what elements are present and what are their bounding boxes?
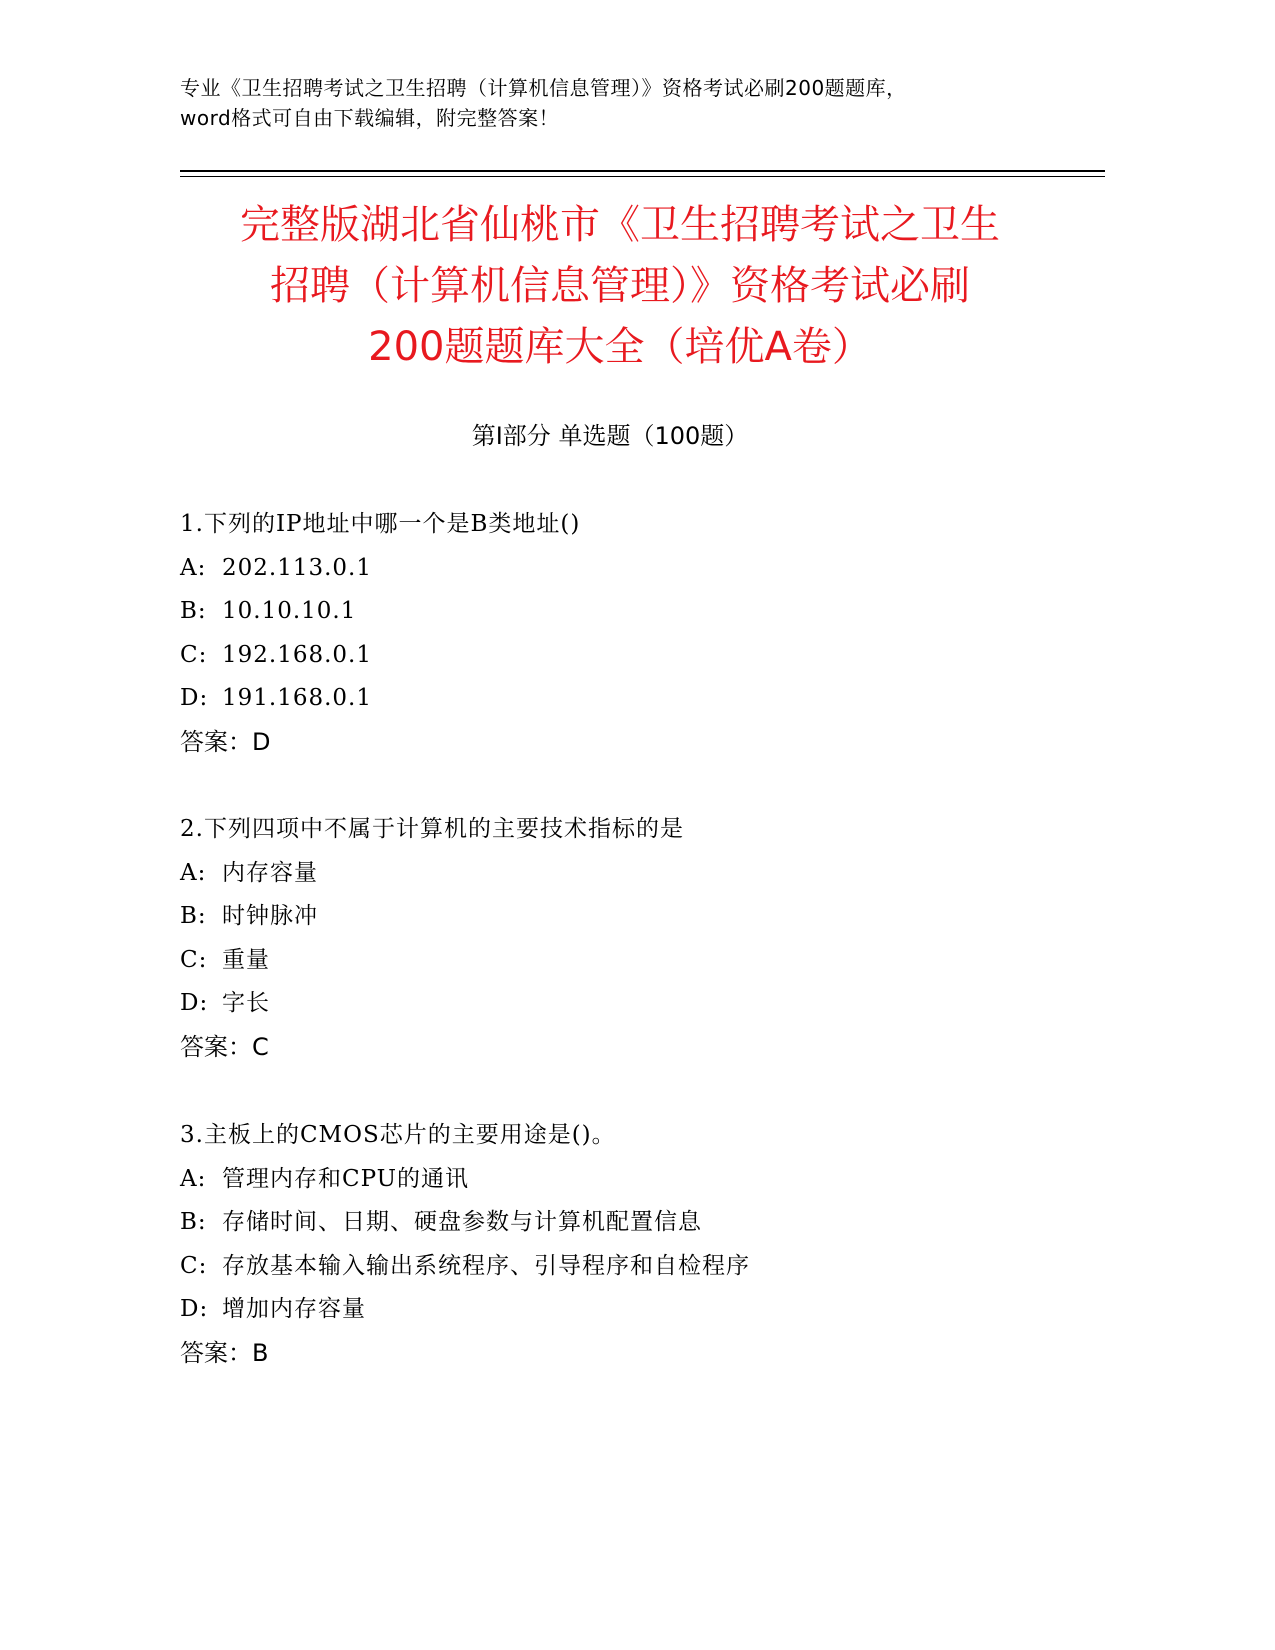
option-text: 字长 [222,990,270,1016]
option-letter: B: [180,598,207,624]
option-text: 192.168.0.1 [222,641,372,668]
question-block [180,503,1130,764]
option-text: 202.113.0.1 [222,554,372,581]
option-text: 管理内存和CPU的通讯 [222,1165,470,1192]
header-description-line-1: 专业《卫生招聘考试之卫生招聘（计算机信息管理）》资格考试必刷200题题库， [180,76,907,100]
answer-line: 答案：C [180,1032,269,1061]
option-letter: C: [180,946,208,973]
option-d [180,1288,1130,1332]
option-letter: A: [180,554,207,581]
option-c [180,634,1130,678]
header-divider-thin [180,176,1105,177]
option-text: 存放基本输入输出系统程序、引导程序和自检程序 [222,1252,750,1279]
option-b [180,590,1130,634]
header-divider-thick [180,170,1105,172]
option-letter: D: [180,990,209,1016]
question-block [180,1114,1130,1375]
answer-line: 答案：D [180,727,271,756]
option-text: 10.10.10.1 [222,598,357,624]
option-b [180,1201,1130,1245]
option-letter: B: [180,1209,207,1235]
question-stem: 1.下列的IP地址中哪一个是B类地址() [180,511,581,537]
question-stem: 2.下列四项中不属于计算机的主要技术指标的是 [180,816,684,842]
option-c [180,1245,1130,1289]
header-description-line-2: word格式可自由下载编辑，附完整答案！ [180,106,560,130]
question-stem: 3.主板上的CMOS芯片的主要用途是()。 [180,1122,616,1148]
document-title-line-1: 完整版湖北省仙桃市《卫生招聘考试之卫生 [240,202,1000,248]
option-letter: B: [180,903,207,929]
document-title [120,195,1120,378]
section-heading: 第I部分 单选题（100题） [471,422,749,450]
document-title-line-2: 招聘（计算机信息管理）》资格考试必刷 [270,263,970,309]
option-text: 191.168.0.1 [222,685,372,711]
option-letter: D: [180,685,209,711]
option-letter: C: [180,641,208,668]
document-title-line-3: 200题题库大全（培优A卷） [368,324,872,370]
option-letter: A: [180,1165,207,1192]
option-a [180,1158,1130,1202]
option-letter: A: [180,859,207,886]
question-block [180,808,1130,1069]
option-a [180,547,1130,591]
option-letter: C: [180,1252,208,1279]
option-d [180,677,1130,721]
option-text: 重量 [222,946,270,973]
option-b [180,895,1130,939]
answer-line: 答案：B [180,1338,269,1367]
option-a [180,852,1130,896]
option-d [180,982,1130,1026]
option-text: 存储时间、日期、硬盘参数与计算机配置信息 [222,1209,702,1235]
option-text: 增加内存容量 [222,1296,366,1322]
option-text: 时钟脉冲 [222,903,318,929]
option-letter: D: [180,1296,209,1322]
option-text: 内存容量 [222,859,318,886]
option-c [180,939,1130,983]
